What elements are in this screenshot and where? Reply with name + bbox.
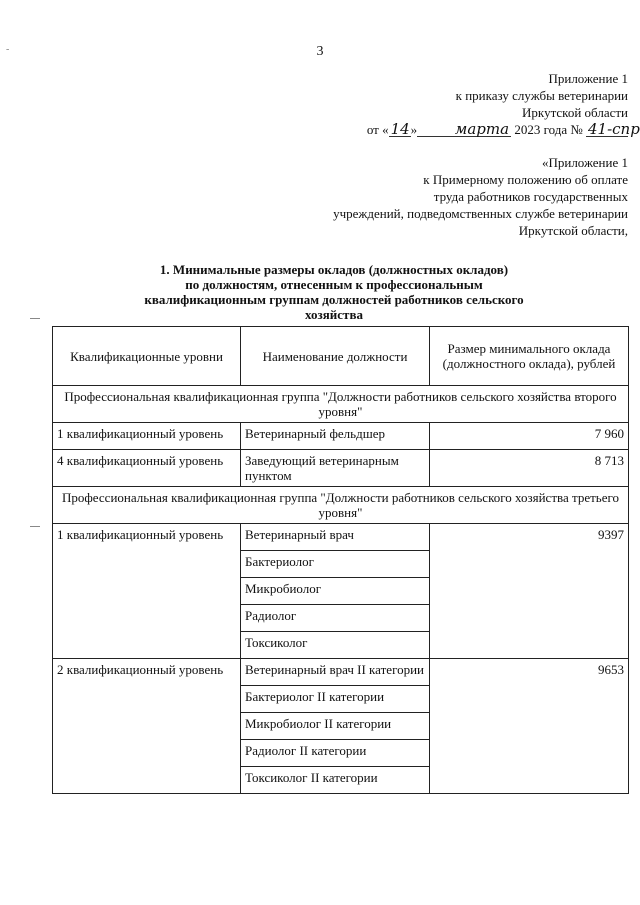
qualification-level: 1 квалификационный уровень: [53, 524, 241, 659]
margin-tick: [30, 526, 40, 527]
table-header-row: [53, 327, 629, 386]
appendix-ref-line: «Приложение 1: [541, 155, 628, 170]
column-header: Наименование должности: [241, 327, 430, 386]
appendix-line: к приказу службы ветеринарии: [455, 88, 628, 103]
appendix-ref-line: Иркутской области,: [518, 223, 628, 238]
salary-value: 9397: [430, 524, 629, 659]
position-name: Токсиколог II категории: [241, 767, 430, 794]
qualification-level: 1 квалификационный уровень: [53, 423, 241, 450]
order-prefix: от «: [366, 122, 389, 137]
group-title: Профессиональная квалификационная группа "Должности работников сельского хозяйства второго уровня": [53, 386, 629, 423]
order-day-handwritten: 14: [390, 120, 410, 138]
order-month-handwritten: марта: [417, 122, 511, 137]
position-name: Ветеринарный фельдшер: [241, 423, 430, 450]
table-row: [53, 423, 629, 450]
appendix-reference: [333, 154, 628, 239]
salary-value: 9653: [430, 659, 629, 794]
appendix-header: [366, 70, 640, 138]
order-line: [366, 120, 640, 138]
position-name: Ветеринарный врач: [241, 524, 430, 551]
position-name: Микробиолог II категории: [241, 713, 430, 740]
qualification-level: 2 квалификационный уровень: [53, 659, 241, 794]
section-title-line: 1. Минимальные размеры окладов (должностных окладов): [159, 262, 509, 277]
appendix-ref-line: к Примерному положению об оплате: [423, 172, 628, 187]
order-year: 2023 года №: [514, 122, 583, 137]
order-quote-close: »: [410, 122, 418, 137]
salary-value: 7 960: [430, 423, 629, 450]
group-title: Профессиональная квалификационная группа "Должности работников сельского хозяйства третьего уровня": [53, 487, 629, 524]
appendix-line: Иркутской области: [522, 105, 628, 120]
position-name: Токсиколог: [241, 632, 430, 659]
salary-table: [52, 326, 629, 794]
section-title-line: по должностям, отнесенным к профессиональным: [185, 277, 483, 292]
table-row: [53, 450, 629, 487]
column-header: Квалификационные уровни: [53, 327, 241, 386]
appendix-line: Приложение 1: [548, 71, 628, 86]
margin-tick: [30, 318, 40, 319]
group-header-row: [53, 386, 629, 423]
position-name: Ветеринарный врач II категории: [241, 659, 430, 686]
position-name: Радиолог: [241, 605, 430, 632]
appendix-ref-line: учреждений, подведомственных службе ветеринарии: [333, 206, 628, 221]
order-number-handwritten: 41-спр: [588, 120, 640, 138]
page-number: 3: [316, 44, 324, 59]
position-name: Радиолог II категории: [241, 740, 430, 767]
position-name: Бактериолог: [241, 551, 430, 578]
section-title: [100, 262, 568, 322]
table-row: [53, 524, 629, 551]
table-row: [53, 659, 629, 686]
section-title-line: квалификационным группам должностей работников сельского: [144, 292, 524, 307]
appendix-ref-line: труда работников государственных: [433, 189, 628, 204]
section-title-line: хозяйства: [305, 307, 363, 322]
qualification-level: 4 квалификационный уровень: [53, 450, 241, 487]
group-header-row: [53, 487, 629, 524]
position-name: Микробиолог: [241, 578, 430, 605]
margin-mark: -: [6, 44, 10, 55]
position-name: Бактериолог II категории: [241, 686, 430, 713]
salary-value: 8 713: [430, 450, 629, 487]
column-header: Размер минимального оклада (должностного оклада), рублей: [430, 327, 629, 386]
position-name: Заведующий ветеринарным пунктом: [241, 450, 430, 487]
